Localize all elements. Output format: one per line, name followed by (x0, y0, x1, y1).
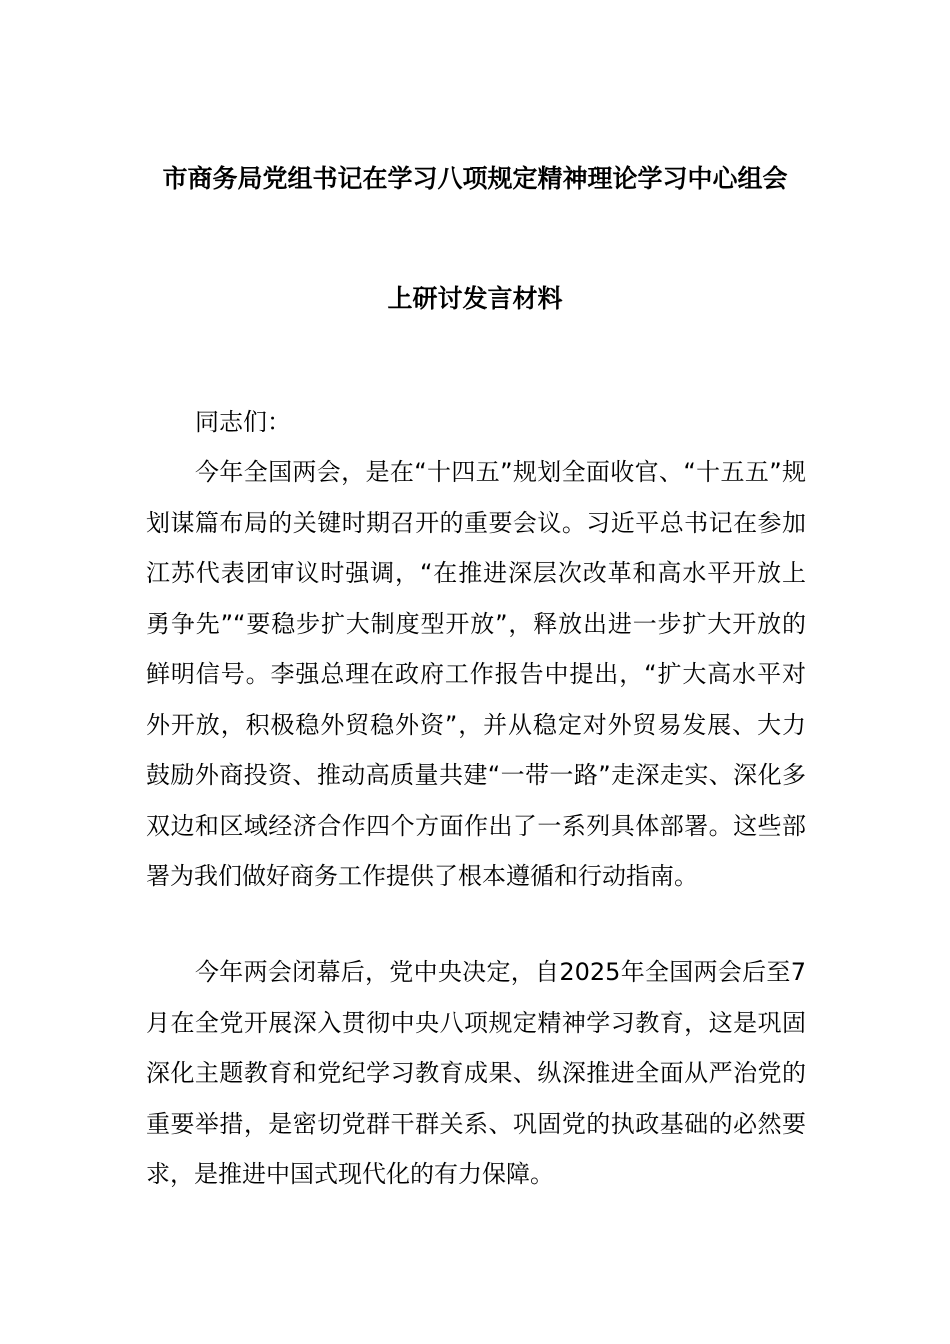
body-paragraph-2 (146, 947, 806, 1200)
paragraph-text: 今年两会闭幕后，党中央决定，自2025年全国两会后至7月在全党开展深入贯彻中央八项规定精神学习教育，这是巩固深化主题教育和党纪学习教育成果、纵深推进全面从严治党的重要举措，是密切党群干群关系、巩固党的执政基础的必然要求，是推进中国式现代化的有力保障。 (146, 958, 806, 1188)
document-title-line-2: 上研讨发言材料 (387, 284, 563, 313)
paragraph-text: 今年全国两会，是在“十四五”规划全面收官、“十五五”规划谋篇布局的关键时期召开的重要会议。习近平总书记在参加江苏代表团审议时强调，“在推进深层次改革和高水平开放上勇争先”“要稳步扩大制度型开放”，释放出进一步扩大开放的鲜明信号。李强总理在政府工作报告中提出，“扩大高水平对外开放，积极稳外贸稳外资”，并从稳定对外贸易发展、大力鼓励外商投资、推动高质量共建“一带一路”走深走实、深化多双边和区域经济合作四个方面作出了一系列具体部署。这些部署为我们做好商务工作提供了根本遵循和行动指南。 (146, 458, 806, 890)
document-title-line-1: 市商务局党组书记在学习八项规定精神理论学习中心组会 (162, 164, 788, 193)
body-paragraph-1 (146, 447, 806, 902)
salutation: 同志们： (195, 408, 291, 436)
